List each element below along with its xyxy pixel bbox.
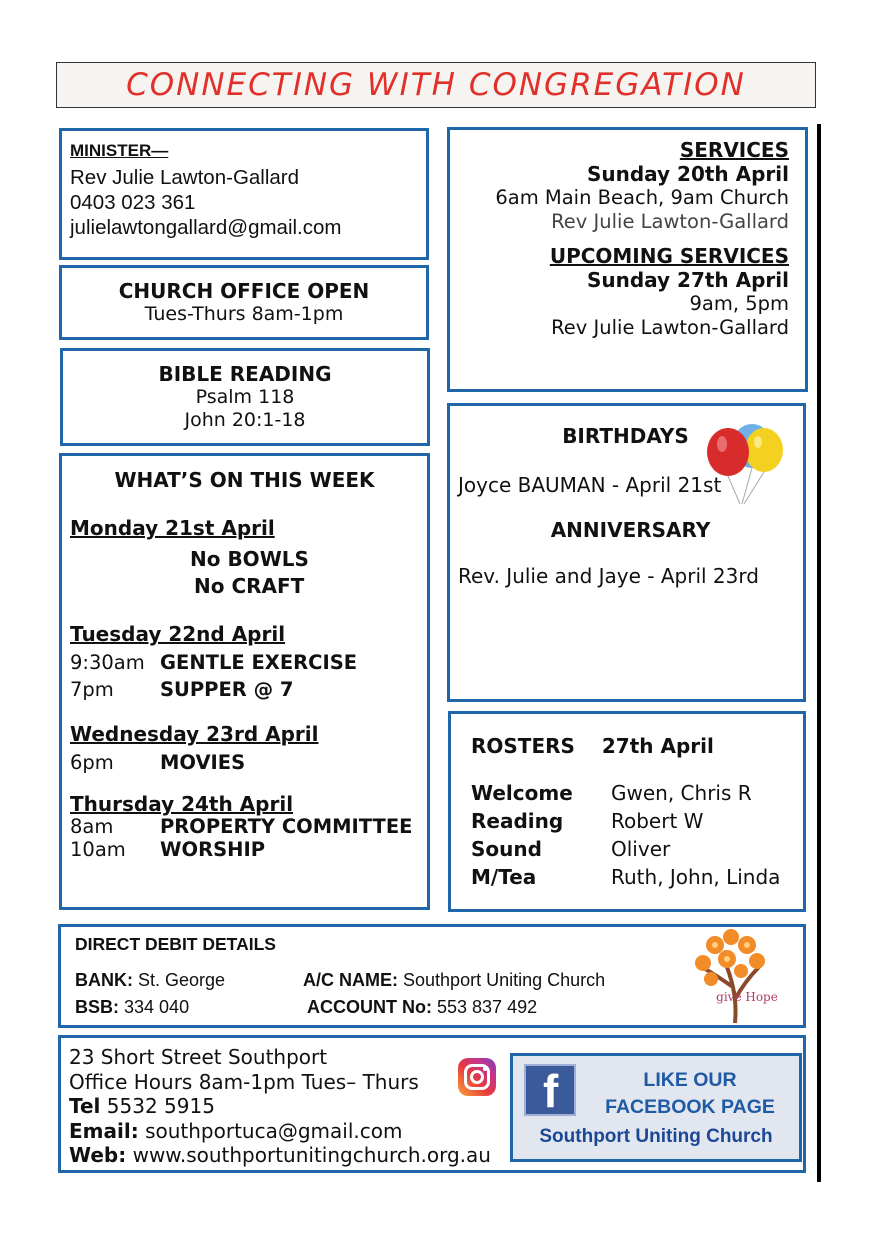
church-office-box [59,265,429,340]
upcoming-service-details: 9am, 5pm [689,292,789,315]
minister-name: Rev Julie Lawton-Gallard [70,166,300,189]
direct-debit-box [58,924,806,1028]
day-heading-wednesday: Wednesday 23rd April [70,722,319,746]
balloons-icon [702,422,788,506]
anniversary-heading: ANNIVERSARY [550,518,711,542]
account-field [307,994,537,1021]
event-time: 10am [70,838,126,861]
bible-reading-2: John 20:1-18 [184,409,306,431]
acname-field [303,967,605,994]
bsb-value: 334 040 [124,997,190,1017]
event-time: 8am [70,815,114,838]
anniversary-entry: Rev. Julie and Jaye - April 23rd [458,564,759,588]
birthdays-heading: BIRTHDAYS [562,424,689,448]
address: 23 Short Street Southport [69,1045,328,1069]
service-date: Sunday 20th April [586,162,789,186]
services-box [447,127,808,392]
whats-on-heading: WHAT’S ON THIS WEEK [114,468,375,492]
thursday-events [70,815,427,861]
rosters-date: 27th April [601,734,714,758]
email-label: Email: [69,1118,139,1143]
whats-on-box [59,453,430,910]
bsb-field [75,997,189,1017]
web-link[interactable]: www.southportunitingchurch.org.au [132,1143,491,1167]
roster-role: Sound [471,837,542,861]
bible-reading-box [60,348,430,446]
facebook-panel[interactable] [510,1053,802,1162]
rosters-box [448,711,806,912]
acname-value: Southport Uniting Church [403,970,606,990]
event-name: SUPPER @ 7 [160,678,294,701]
acname-label: A/C NAME: [303,970,398,990]
bank-value: St. George [138,970,226,990]
event-name: PROPERTY COMMITTEE [160,815,413,838]
event-name: MOVIES [160,751,246,774]
facebook-like-text [595,1067,785,1121]
facebook-page-name[interactable]: Southport Uniting Church [539,1126,773,1147]
minister-heading: MINISTER— [70,141,169,160]
roster-row [471,863,803,891]
give-hope-text: give Hope [716,990,778,1004]
web-label: Web: [69,1143,127,1167]
account-label: ACCOUNT No: [307,997,432,1017]
office-hours-line: Office Hours 8am-1pm Tues– Thurs [69,1069,419,1094]
bible-reading-1: Psalm 118 [195,386,295,408]
office-heading: CHURCH OFFICE OPEN [118,279,370,303]
rosters-heading [471,734,803,758]
event-name: WORSHIP [160,838,266,861]
roster-names: Robert W [611,809,704,833]
roster-names: Oliver [611,837,671,861]
tuesday-events [70,649,427,703]
monday-item: No CRAFT [194,574,305,598]
roster-role: Welcome [471,781,573,805]
instagram-icon[interactable] [458,1058,496,1096]
vertical-divider [817,124,821,1182]
page-title: CONNECTING WITH CONGREGATION [126,67,746,103]
minister-phone: 0403 023 361 [70,191,196,214]
event-row [70,838,427,861]
newsletter-title-bar [56,62,816,108]
office-hours: Tues-Thurs 8am-1pm [144,303,344,325]
monday-item: No BOWLS [190,547,309,571]
roster-names: Ruth, John, Linda [611,865,781,889]
roster-row [471,807,803,835]
bank-field [75,970,225,990]
facebook-line-2: FACEBOOK PAGE [605,1096,775,1118]
direct-debit-heading: DIRECT DEBIT DETAILS [75,934,276,954]
roster-role: Reading [471,809,564,833]
tel-label: Tel [69,1094,101,1118]
roster-names: Gwen, Chris R [611,781,752,805]
event-row [70,749,427,776]
rosters-title: ROSTERS [471,734,575,758]
email-value[interactable]: southportuca@gmail.com [145,1118,403,1143]
birthdays-box [447,403,806,702]
upcoming-services-heading: UPCOMING SERVICES [549,244,789,268]
bank-label: BANK: [75,970,133,990]
event-name: GENTLE EXERCISE [160,651,358,674]
event-row [70,676,427,703]
event-row [70,649,427,676]
facebook-icon[interactable] [524,1064,576,1116]
day-heading-thursday: Thursday 24th April [70,792,294,816]
tel-value: 5532 5915 [106,1094,215,1118]
event-time: 9:30am [70,651,145,674]
monday-items [190,546,427,600]
services-heading: SERVICES [679,138,789,162]
debit-row [75,994,789,1021]
roster-role: M/Tea [471,865,537,889]
event-row [70,815,427,838]
account-value: 553 837 492 [437,997,538,1017]
give-hope-logo [687,929,787,1025]
upcoming-service-date: Sunday 27th April [586,268,789,292]
wednesday-events [70,749,427,776]
upcoming-service-minister: Rev Julie Lawton-Gallard [551,316,789,339]
minister-email: julielawtongallard@gmail.com [70,216,342,239]
roster-row [471,779,803,807]
event-time: 7pm [70,678,114,701]
service-minister: Rev Julie Lawton-Gallard [551,210,789,233]
facebook-line-1: LIKE OUR [643,1069,737,1091]
bsb-label: BSB: [75,997,119,1017]
service-details: 6am Main Beach, 9am Church [495,186,789,209]
minister-box [59,128,429,260]
event-time: 6pm [70,751,114,774]
day-heading-monday: Monday 21st April [70,516,275,540]
debit-row [75,967,789,994]
day-heading-tuesday: Tuesday 22nd April [70,622,286,646]
birthday-entry: Joyce BAUMAN - April 21st [458,473,722,497]
bible-heading: BIBLE READING [158,362,332,386]
facebook-icon-letter: f [543,1065,559,1117]
roster-row [471,835,803,863]
